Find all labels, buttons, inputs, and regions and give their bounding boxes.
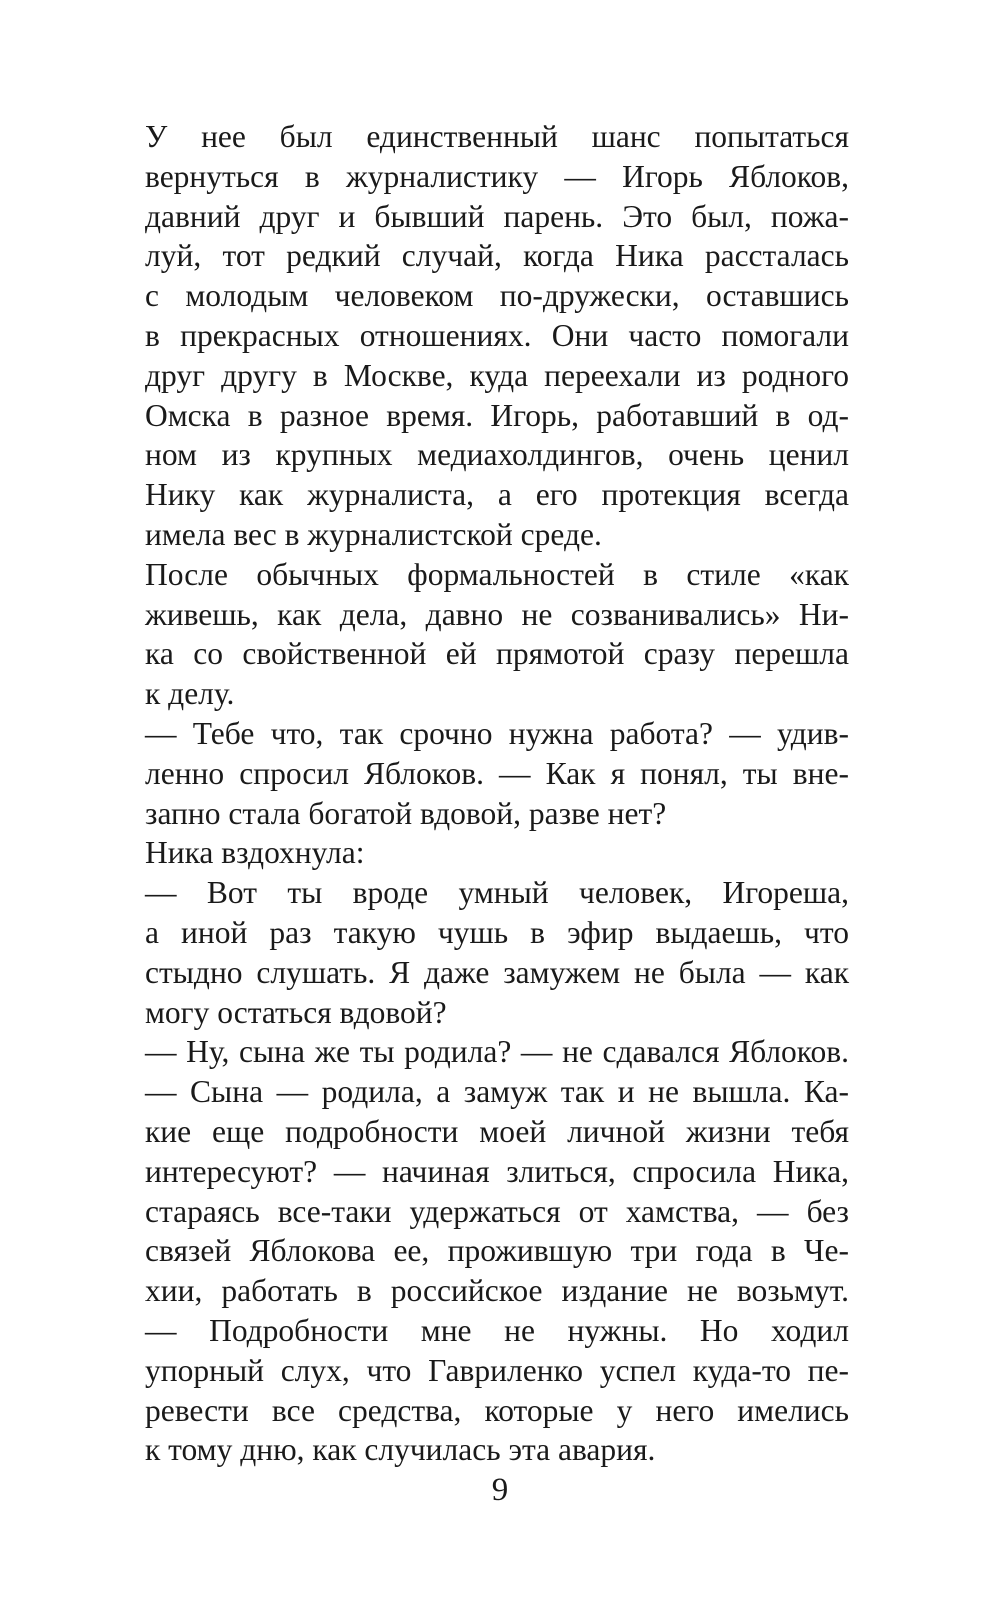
- text-line: с молодым человеком по-дружески, оставшись: [145, 278, 849, 314]
- text-line: живешь, как дела, давно не созванивались» Ни-: [145, 596, 849, 632]
- text-line: к делу.: [145, 676, 235, 712]
- text-line: имела вес в журналистской среде.: [145, 516, 602, 552]
- text-line: а иной раз такую чушь в эфир выдаешь, что: [145, 914, 849, 950]
- text-line: стараясь все-таки удержаться от хамства, — без: [145, 1193, 849, 1229]
- text-line: ленно спросил Яблоков. — Как я понял, ты вне-: [145, 755, 849, 791]
- text-line: Нику как журналиста, а его протекция всегда: [145, 477, 849, 513]
- text-line: — Подробности мне не нужны. Но ходил: [145, 1312, 849, 1348]
- text-line: вернуться в журналистику — Игорь Яблоков,: [145, 158, 849, 194]
- text-line: могу остаться вдовой?: [145, 994, 447, 1030]
- text-line: друг другу в Москве, куда переехали из родного: [145, 357, 849, 393]
- text-line: луй, тот редкий случай, когда Ника рассталась: [145, 238, 849, 274]
- text-line: стыдно слушать. Я даже замужем не была — как: [145, 954, 849, 990]
- text-line: связей Яблокова ее, прожившую три года в Че-: [145, 1233, 849, 1269]
- text-line: Омска в разное время. Игорь, работавший в од-: [145, 397, 849, 433]
- text-line: ном из крупных медиахолдингов, очень ценил: [145, 437, 849, 473]
- page-number: 9: [491, 1472, 509, 1508]
- text-line: После обычных формальностей в стиле «как: [145, 556, 849, 592]
- text-line: к тому дню, как случилась эта авария.: [145, 1432, 656, 1468]
- text-line: запно стала богатой вдовой, разве нет?: [145, 795, 667, 831]
- text-line: хии, работать в российское издание не возьмут.: [145, 1273, 849, 1309]
- text-line: давний друг и бывший парень. Это был, пожа-: [145, 198, 849, 234]
- text-line: ка со свойственной ей прямотой сразу перешла: [145, 636, 849, 672]
- text-line: — Ну, сына же ты родила? — не сдавался Яблоков.: [145, 1034, 849, 1070]
- text-line: упорный слух, что Гавриленко успел куда-то пе-: [145, 1352, 849, 1388]
- text-line: интересуют? — начиная злиться, спросила Ника,: [145, 1153, 849, 1189]
- text-line: — Тебе что, так срочно нужна работа? — удив-: [145, 715, 849, 751]
- text-line: — Сына — родила, а замуж так и не вышла. Ка-: [145, 1074, 849, 1110]
- text-line: У нее был единственный шанс попытаться: [145, 119, 849, 154]
- text-line: ревести все средства, которые у него имелись: [145, 1392, 849, 1428]
- text-line: кие еще подробности моей личной жизни тебя: [145, 1113, 849, 1149]
- text-line: Ника вздохнула:: [145, 835, 365, 871]
- text-line: — Вот ты вроде умный человек, Игореша,: [145, 875, 849, 911]
- text-line: в прекрасных отношениях. Они часто помогали: [145, 317, 849, 353]
- body-text: [145, 117, 849, 1470]
